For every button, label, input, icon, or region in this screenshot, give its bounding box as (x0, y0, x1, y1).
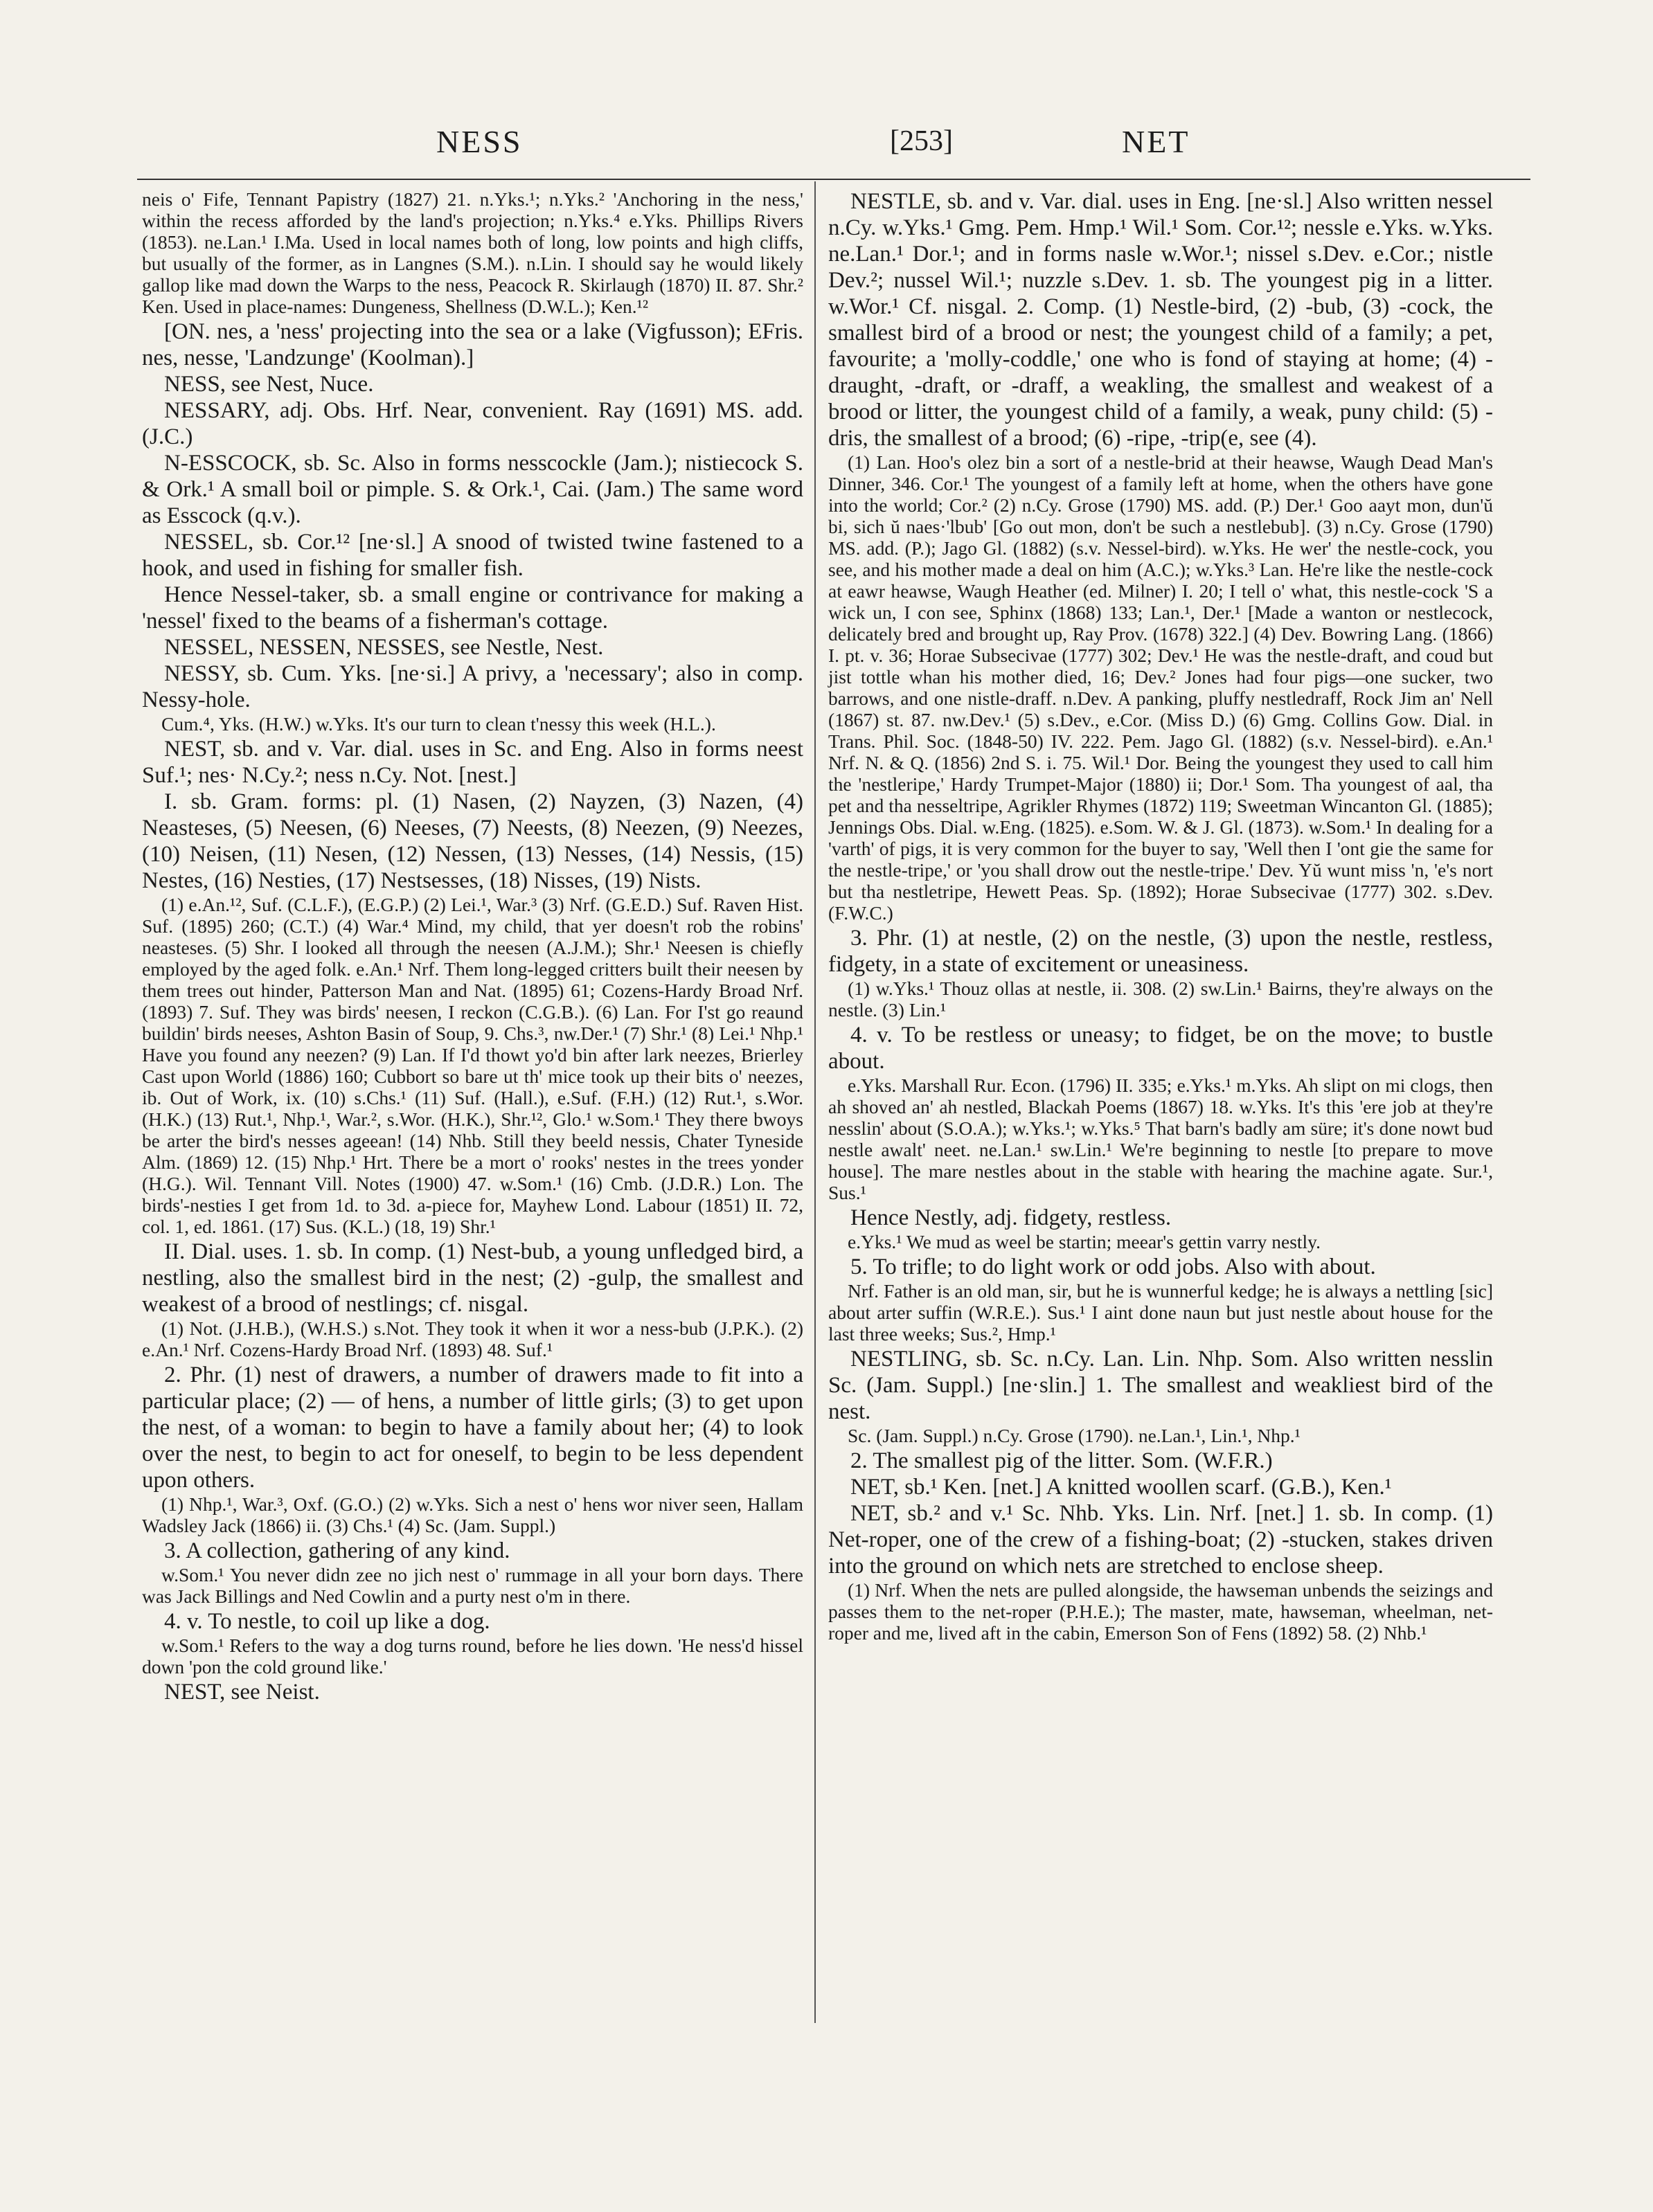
entry-paragraph: [ON. nes, a 'ness' projecting into the sea or a lake (Vigfusson); EFris. nes, nesse, 'Landzunge' (Koolman).] (142, 319, 803, 370)
entry-paragraph: NESSARY, adj. Obs. Hrf. Near, convenient. Ray (1691) MS. add. (J.C.) (142, 398, 803, 449)
header-rule (137, 179, 1530, 180)
citation-paragraph: (1) Lan. Hoo's olez bin a sort of a nestle-brid at their heawse, Waugh Dead Man's Dinner, 346. Cor.¹ The youngest of a family left at home, when the others have gone into the world; Cor.² (2) n.Cy. Grose (1790) MS. add. (P.) Der.¹ Goo aayt mon, dun'ŭ bi, sich ŭ naes·'lbub' [Go out mon, don't be such a nestlebub]. (3) n.Cy. Grose (1790) MS. add. (P.); Jago Gl. (1882) (s.v. Nessel-bird). w.Yks. He wer' the nestle-cock, you see, and his mother made a deal on him (A.C.); w.Yks.³ Lan. He're like the nestle-cock at eawr heawse, Waugh Heather (ed. Milner) I. 20; I tell o' what, this nestle-cock 'S a wick un, I con see, Sphinx (1868) 133; Lan.¹, Der.¹ [Made a wanton or nestlecock, delicately bred and brought up, Ray Prov. (1678) 322.] (4) Dev. Bowring Lang. (1866) I. pt. v. 36; Horae Subsecivae (1777) 302; Dev.¹ He was the nestle-draft, and coud but jist tottle whan his mother died, 16; Dev.² Jones had four pigs—one sucker, two barrows, and one nistle-draff. n.Dev. A panking, pluffy nestledraff, Rock Jim an' Nell (1867) st. 87. nw.Dev.¹ (5) s.Dev., e.Cor. (Miss D.) (6) Gmg. Collins Gow. Dial. in Trans. Phil. Soc. (1848-50) IV. 222. Pem. Jago Gl. (1882) (s.v. Nessel-bird). e.An.¹ Nrf. N. & Q. (1856) 2nd S. i. 75. Wil.¹ Dor. Being the youngest they used to call him the 'nestleripe,' Hardy Trumpet-Major (1880) ii; Dor.¹ Som. Tha youngest of aal, tha pet and tha nesseltripe, Agrikler Rhymes (1872) 119; Sweetman Wincanton Gl. (1885); Jennings Obs. Dial. w.Eng. (1825). e.Som. W. & J. Gl. (1873). w.Som.¹ In dealing for a 'varth' of pigs, it is very common for the buyer to say, 'Well then I 'ont gie the same for the nestle-tripe,' or 'you shall drow out the nestle-tripe.' Dev. Yŭ wunt miss 'n, 'e's nort but tha nestletripe, Hewett Peas. Sp. (1892); Horae Subsecivae (1777) 302. s.Dev. (F.W.C.) (828, 451, 1493, 924)
citation-paragraph: w.Som.¹ Refers to the way a dog turns round, before he lies down. 'He ness'd hissel down 'pon the cold ground like.' (142, 1635, 803, 1678)
entry-paragraph: 3. Phr. (1) at nestle, (2) on the nestle, (3) upon the nestle, restless, fidgety, in a state of excitement or uneasiness. (828, 926, 1493, 977)
citation-paragraph: Cum.⁴, Yks. (H.W.) w.Yks. It's our turn to clean t'nessy this week (H.L.). (161, 713, 716, 735)
citation-paragraph: Sc. (Jam. Suppl.) n.Cy. Grose (1790). ne.Lan.¹, Lin.¹, Nhp.¹ (848, 1425, 1301, 1446)
entry-paragraph: NEST, see Neist. (164, 1680, 320, 1705)
entry-paragraph: N-ESSCOCK, sb. Sc. Also in forms nesscockle (Jam.); nistiecock S. & Ork.¹ A small boil or pimple. S. & Ork.¹, Cai. (Jam.) The same word as Esscock (q.v.). (142, 451, 803, 528)
entry-paragraph: 3. A collection, gathering of any kind. (164, 1538, 510, 1563)
entry-paragraph: 5. To trifle; to do light work or odd jobs. Also with about. (850, 1255, 1376, 1279)
entry-paragraph: Hence Nessel-taker, sb. a small engine or contrivance for making a 'nessel' fixed to the beams of a fisherman's cottage. (142, 582, 803, 633)
citation-paragraph: e.Yks.¹ We mud as weel be startin; meear's gettin varry nestly. (848, 1231, 1321, 1252)
entry-paragraph: NESTLE, sb. and v. Var. dial. uses in Eng. [ne·sl.] Also written nessel n.Cy. w.Yks.¹ Gmg. Pem. Hmp.¹ Wil.¹ Som. Cor.¹²; nessle e.Yks. w.Yks. ne.Lan.¹ Dor.¹; and in forms nasle w.Wor.¹; nissel s.Dev. e.Cor.; nistle Dev.²; nussel Wil.¹; nuzzle s.Dev. 1. sb. The youngest pig in a litter. w.Wor.¹ Cf. nisgal. 2. Comp. (1) Nestle-bird, (2) -bub, (3) -cock, the smallest bird of a brood or nest; the youngest child of a family; a pet, favourite; a 'molly-coddle,' one who is fond of staying at home; (4) -draught, -draft, or -draff, a weakling, the smallest and weakest of a brood or litter, the youngest child of a family, a weak, puny child: (5) -dris, the smallest of a brood; (6) -ripe, -trip(e, see (4). (828, 189, 1493, 451)
entry-paragraph: II. Dial. uses. 1. sb. In comp. (1) Nest-bub, a young unfledged bird, a nestling, also the smallest bird in the nest; (2) -gulp, the smallest and weakest of a brood of nestlings; cf. nisgal. (142, 1239, 803, 1317)
citation-paragraph: e.Yks. Marshall Rur. Econ. (1796) II. 335; e.Yks.¹ m.Yks. Ah slipt on mi clogs, then ah shoved an' ah nestled, Blackah Poems (1867) 18. w.Yks. It's this 'ere job at they're nesslin' about (S.O.A.); w.Yks.¹; w.Yks.⁵ That barn's badly am süre; it's done nowt bud nestle awalt' neet. ne.Lan.¹ sw.Lin.¹ We're beginning to nestle [to prepare to move house]. The mare nestles about in the stable with hearing the machine agate. Sur.¹, Sus.¹ (828, 1074, 1493, 1203)
entry-paragraph: 4. v. To be restless or uneasy; to fidget, be on the move; to bustle about. (828, 1023, 1493, 1074)
citation-paragraph: (1) w.Yks.¹ Thouz ollas at nestle, ii. 308. (2) sw.Lin.¹ Bairns, they're always on the nestle. (3) Lin.¹ (828, 978, 1493, 1020)
citation-paragraph: (1) e.An.¹², Suf. (C.L.F.), (E.G.P.) (2) Lei.¹, War.³ (3) Nrf. (G.E.D.) Suf. Raven Hist. Suf. (1895) 260; (C.T.) (4) War.⁴ Mind, my child, that yer doesn't rob the robins' neasteses. (5) Shr. I looked all through the neesen (A.J.M.); Shr.¹ Neesen is chiefly employed by the aged folk. e.An.¹ Nrf. Them long-legged critters built their neesen by them trees out hinder, Patterson Man and Nat. (1895) 61; Cozens-Hardy Broad Nrf. (1893) 7. Suf. They was birds' neesen, I reckon (C.G.B.). (6) Lan. For I'st go reaund buildin' birds neeses, Ashton Basin of Soup, 9. Chs.³, nw.Der.¹ (7) Shr.¹ (8) Lei.¹ Nhp.¹ Have you found any neezen? (9) Lan. If I'd thowt yo'd bin after lark neezes, Brierley Cast upon World (1886) 160; Cubbort so bare ut th' mice took up their bits o' neezes, ib. Out of Work, ix. (10) s.Chs.¹ (11) Suf. (Hall.), e.Suf. (F.H.) (12) Rut.¹, s.Wor. (H.K.) (13) Rut.¹, Nhp.¹, War.², s.Wor. (H.K.), Shr.¹², Glo.¹ w.Som.¹ They there bwoys be arter the bird's nesses ageean! (14) Nhb. Still they beeld nessis, Chater Tyneside Alm. (1869) 12. (15) Nhp.¹ Hrt. There be a mort o' rooks' nestes in the trees yonder (H.G.). Wil. Tennant Vill. Notes (1900) 47. w.Som.¹ (16) Cmb. (J.D.R.) Lon. The birds'-nesties I get from 1d. to 3d. a-piece for, Mayhew Lond. Labour (1851) II. 72, col. 1, ed. 1861. (17) Sus. (K.L.) (18, 19) Shr.¹ (142, 894, 803, 1237)
left-column (142, 188, 803, 1705)
citation-paragraph: w.Som.¹ You never didn zee no jich nest o' rummage in all your born days. There was Jack Billings and Ned Cowlin and a purty nest o'm in there. (142, 1564, 803, 1607)
entry-paragraph: NEST, sb. and v. Var. dial. uses in Sc. and Eng. Also in forms neest Suf.¹; nes· N.Cy.²; ness n.Cy. Not. [nest.] (142, 737, 803, 788)
citation-paragraph: (1) Nhp.¹, War.³, Oxf. (G.O.) (2) w.Yks. Sich a nest o' hens wor niver seen, Hallam Wadsley Jack (1866) ii. (3) Chs.¹ (4) Sc. (Jam. Suppl.) (142, 1493, 803, 1536)
entry-paragraph: NET, sb.¹ Ken. [net.] A knitted woollen scarf. (G.B.), Ken.¹ (850, 1475, 1392, 1500)
entry-paragraph: I. sb. Gram. forms: pl. (1) Nasen, (2) Nayzen, (3) Nazen, (4) Neasteses, (5) Neesen, (6) Neeses, (7) Neests, (8) Neezen, (9) Neezes, (10) Neisen, (11) Nesen, (12) Nessen, (13) Nesses, (14) Nessis, (15) Nestes, (16) Nesties, (17) Nestsesses, (18) Nisses, (19) Nists. (142, 789, 803, 893)
citation-paragraph: (1) Not. (J.H.B.), (W.H.S.) s.Not. They took it when it wor a ness-bub (J.P.K.). (2) e.An.¹ Nrf. Cozens-Hardy Broad Nrf. (1893) 48. Suf.¹ (142, 1318, 803, 1360)
entry-paragraph: NESSEL, sb. Cor.¹² [ne·sl.] A snood of twisted twine fastened to a hook, and used in fishing for smaller fish. (142, 530, 803, 581)
citation-paragraph: neis o' Fife, Tennant Papistry (1827) 21. n.Yks.¹; n.Yks.² 'Anchoring in the ness,' within the recess afforded by the land's projection; n.Yks.⁴ e.Yks. Phillips Rivers (1853). ne.Lan.¹ I.Ma. Used in local names both of long, low points and high cliffs, but usually of the former, as in Langnes (S.M.). n.Lin. I should say he would likely gallop like mad down the Warps to the ness, Peacock R. Skirlaugh (1870) II. 87. Shr.² Ken. Used in place-names: Dungeness, Shellness (D.W.L.); Ken.¹² (142, 188, 803, 317)
page-number: [253] (890, 125, 953, 157)
entry-paragraph: NESSEL, NESSEN, NESSES, see Nestle, Nest. (164, 635, 604, 660)
running-head-left-word: NESS (436, 124, 523, 159)
citation-paragraph: (1) Nrf. When the nets are pulled alongside, the hawseman unbends the seizings and passes them to the net-roper (P.H.E.); The master, mate, hawseman, wheelman, net-roper and me, lived aft in the cabin, Emerson Son of Fens (1892) 58. (2) Nhb.¹ (828, 1579, 1493, 1644)
entry-paragraph: 2. Phr. (1) nest of drawers, a number of drawers made to fit into a particular place; (2) — of hens, a number of little girls; (3) to get upon the nest, of a woman: to begin to have a family about her; (4) to look over the nest, to begin to act for oneself, to begin to be less dependent upon others. (142, 1363, 803, 1493)
entry-paragraph: NESS, see Nest, Nuce. (164, 372, 374, 397)
entry-paragraph: NESTLING, sb. Sc. n.Cy. Lan. Lin. Nhp. Som. Also written nesslin Sc. (Jam. Suppl.) [ne·slin.] 1. The smallest and weakliest bird of the nest. (828, 1347, 1493, 1424)
citation-paragraph: Nrf. Father is an old man, sir, but he is wunnerful kedge; he is always a nettling [sic] about arter suffin (W.R.E.). Sus.¹ I aint done naun but just nestle about house for the last three weeks; Sus.², Hmp.¹ (828, 1280, 1493, 1345)
running-head (139, 123, 1530, 172)
entry-paragraph: NESSY, sb. Cum. Yks. [ne·si.] A privy, a 'necessary'; also in comp. Nessy-hole. (142, 661, 803, 712)
right-column (828, 188, 1493, 1645)
entry-paragraph: 2. The smallest pig of the litter. Som. (W.F.R.) (850, 1448, 1273, 1473)
running-head-right-word: NET (1122, 124, 1190, 159)
entry-paragraph: Hence Nestly, adj. fidgety, restless. (850, 1205, 1172, 1230)
column-divider (814, 181, 816, 2023)
entry-paragraph: NET, sb.² and v.¹ Sc. Nhb. Yks. Lin. Nrf. [net.] 1. sb. In comp. (1) Net-roper, one of the crew of a fishing-boat; (2) -stucken, stakes driven into the ground on which nets are stretched to enclose sheep. (828, 1501, 1493, 1579)
entry-paragraph: 4. v. To nestle, to coil up like a dog. (164, 1609, 490, 1634)
